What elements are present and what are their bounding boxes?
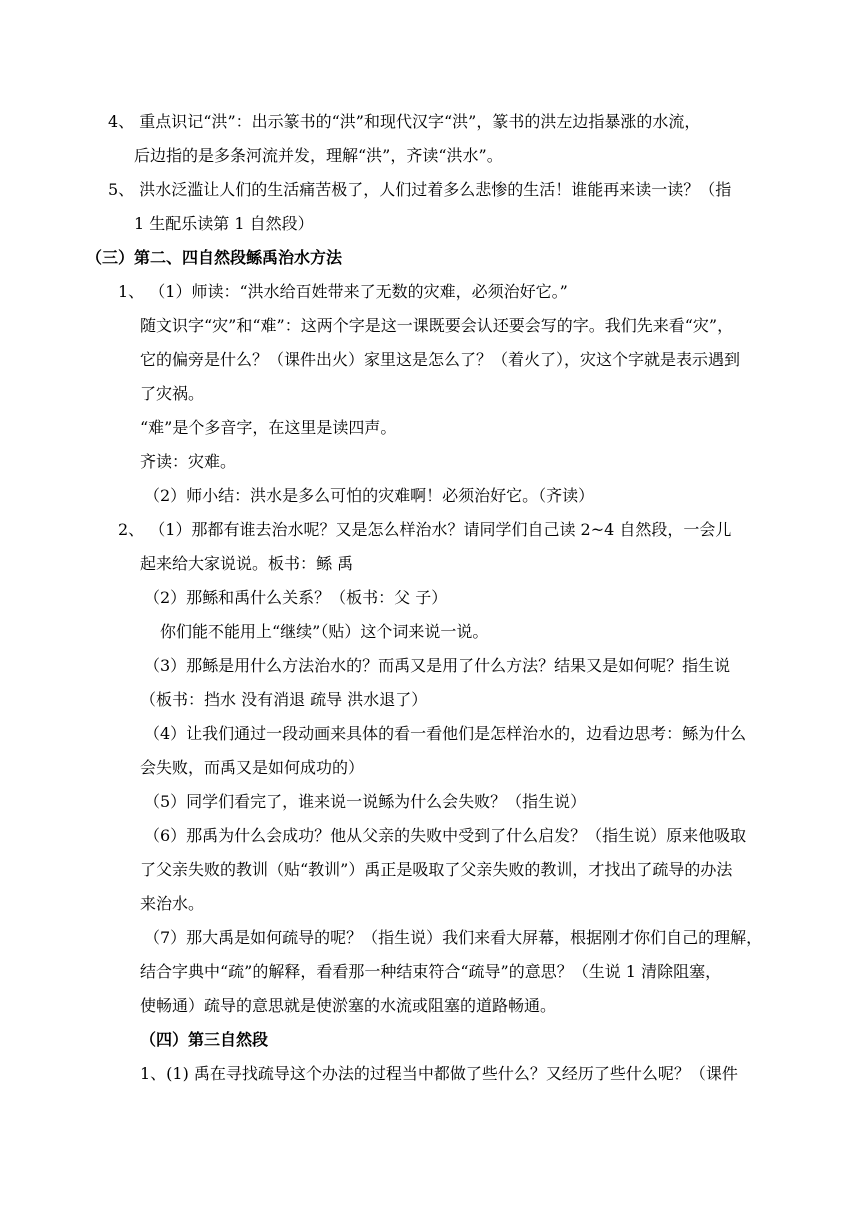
paragraph-line: （6）那禹为什么会成功？他从父亲的失败中受到了什么启发？（指生说）原来他吸取: [144, 826, 747, 845]
paragraph-line: 随文识字“灾”和“难”：这两个字是这一课既要会认还要会写的字。我们先来看“灾”，: [140, 316, 734, 335]
paragraph-line: （2）那鲧和禹什么关系？（板书：父 子）: [144, 588, 448, 607]
paragraph-line: 1、(1) 禹在寻找疏导这个办法的过程当中都做了些什么？又经历了些什么呢？（课件: [140, 1064, 738, 1083]
paragraph-line: （板书：挡水 没有消退 疏导 洪水退了）: [140, 690, 428, 709]
paragraph-line: （3）那鲧是用什么方法治水的？而禹又是用了什么方法？结果又是如何呢？指生说: [144, 656, 731, 675]
paragraph-line: 它的偏旁是什么？（课件出火）家里这是怎么了？（着火了），灾这个字就是表示遇到: [140, 350, 741, 369]
paragraph-line: （2）师小结：洪水是多么可怕的灾难啊！必须治好它。（齐读）: [144, 486, 595, 505]
paragraph-line: 了父亲失败的教训（贴“教训”）禹正是吸取了父亲失败的教训，才找出了疏导的办法: [140, 860, 733, 879]
paragraph-line: 齐读：灾难。: [140, 452, 237, 471]
paragraph-line: 1 生配乐读第 1 自然段）: [134, 214, 314, 233]
paragraph-line: “难”是个多音字，在这里是读四声。: [140, 418, 397, 437]
paragraph-line: 1、 （1）师读：“洪水给百姓带来了无数的灾难，必须治好它。”: [118, 282, 568, 301]
paragraph-line: 来治水。: [140, 894, 205, 913]
paragraph-line: 你们能不能用上“继续”（贴）这个词来说一说。: [160, 622, 489, 641]
paragraph-line: 后边指的是多条河流并发，理解“洪”，齐读“洪水”。: [134, 146, 503, 165]
paragraph-line: 结合字典中“疏”的解释，看看那一种结束符合“疏导”的意思？（生说 1 清除阻塞，: [140, 962, 722, 981]
section-heading: （三）第二、四自然段鲧禹治水方法: [86, 248, 343, 267]
paragraph-line: 2、 （1）那都有谁去治水呢？又是怎么样治水？请同学们自己读 2~4 自然段，一会儿: [118, 520, 732, 539]
paragraph-line: 起来给大家说说。板书：鲧 禹: [140, 554, 354, 573]
paragraph-line: （5）同学们看完了，谁来说一说鲧为什么会失败？（指生说）: [144, 792, 587, 811]
paragraph-line: 会失败，而禹又是如何成功的）: [140, 758, 365, 777]
paragraph-line: 了灾祸。: [140, 384, 205, 403]
section-heading: （四）第三自然段: [140, 1030, 269, 1049]
paragraph-line: 使畅通）疏导的意思就是使淤塞的水流或阻塞的道路畅通。: [140, 996, 557, 1015]
paragraph-line: （4）让我们通过一段动画来具体的看一看他们是怎样治水的，边看边思考：鲧为什么: [144, 724, 747, 743]
paragraph-line: 4、 重点识记“洪”：出示篆书的“洪”和现代汉字“洪”，篆书的洪左边指暴涨的水流，: [108, 112, 701, 131]
paragraph-line: （7）那大禹是如何疏导的呢？（指生说）我们来看大屏幕，根据刚才你们自己的理解，: [144, 928, 763, 947]
paragraph-line: 5、 洪水泛滥让人们的生活痛苦极了，人们过着多么悲惨的生活！谁能再来读一读？（指: [108, 180, 732, 199]
